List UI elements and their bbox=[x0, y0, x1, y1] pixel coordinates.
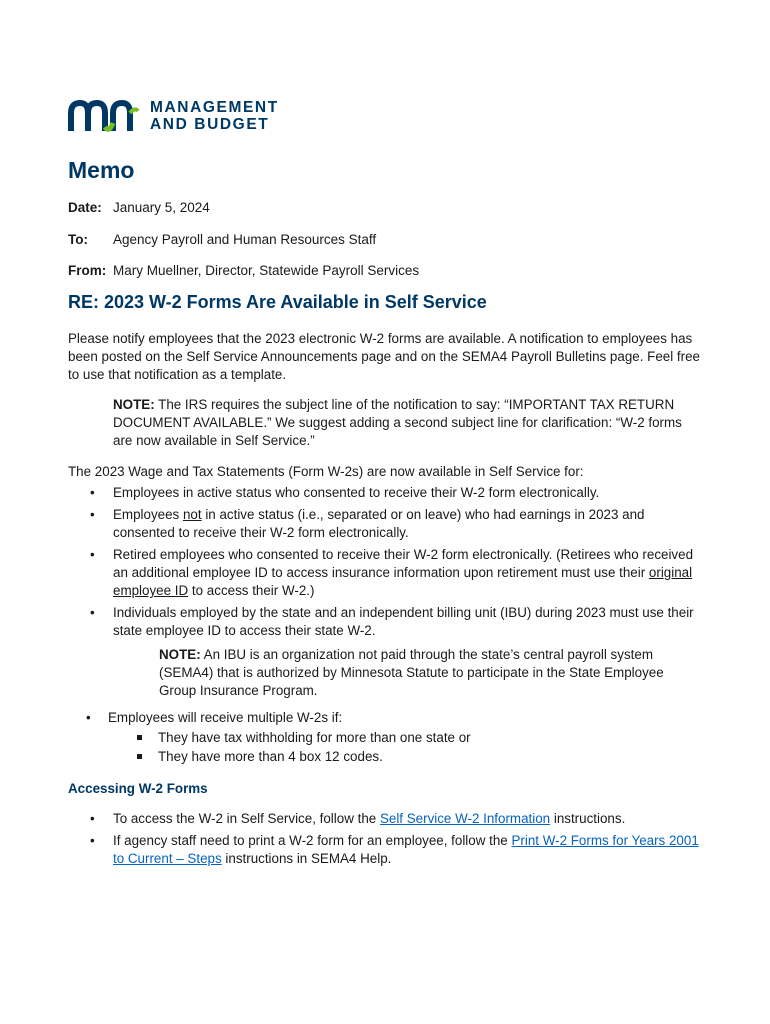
section-heading: Accessing W-2 Forms bbox=[68, 781, 208, 796]
note-label: NOTE: bbox=[159, 647, 201, 662]
list-item: • If agency staff need to print a W-2 form for an employee, follow the Print W-2 Forms for Years 2001 to Current – Steps instructions in SEMA4 Help. bbox=[90, 833, 699, 866]
intro-paragraph: Please notify employees that the 2023 electronic W-2 forms are available. A notification to employees has been posted on the Self Service Announcements page and on the SEMA4 Payroll Bulletins page. Feel free to use that notification as a template. bbox=[68, 331, 701, 382]
to-row bbox=[68, 232, 376, 247]
note-label: NOTE: bbox=[113, 397, 155, 412]
multiple-w2-sublist bbox=[137, 728, 471, 766]
re-heading: RE: 2023 W-2 Forms Are Available in Self Service bbox=[68, 292, 487, 312]
list-item: • Employees will receive multiple W-2s if: bbox=[86, 710, 343, 725]
logo-wordmark bbox=[150, 99, 279, 133]
memo-title: Memo bbox=[68, 157, 135, 183]
from-label: From: bbox=[68, 263, 107, 278]
logo-line-2: AND BUDGET bbox=[150, 116, 270, 133]
print-w2-steps-link[interactable]: Print W-2 Forms for Years 2001 to Current – Steps bbox=[113, 833, 699, 866]
note-ibu bbox=[159, 646, 694, 700]
list-item: • Employees in active status who consented to receive their W-2 form electronically. bbox=[90, 485, 600, 500]
square-bullet-icon bbox=[137, 735, 142, 740]
bullet-icon: • bbox=[90, 485, 95, 500]
availability-intro: The 2023 Wage and Tax Statements (Form W-2s) are now available in Self Service for: bbox=[68, 464, 584, 479]
bullet-icon: • bbox=[90, 547, 95, 562]
mmb-logo bbox=[68, 99, 279, 133]
list-item: They have tax withholding for more than one state or bbox=[137, 728, 471, 747]
bullet-icon: • bbox=[90, 833, 95, 848]
note-text: An IBU is an organization not paid through the state’s central payroll system (SEMA4) that is authorized by Minnesota Statute to participate in the State Employee Group Insurance Program. bbox=[159, 647, 664, 698]
from-row bbox=[68, 263, 419, 278]
access-list bbox=[68, 810, 708, 872]
list-item: • Individuals employed by the state and an independent billing unit (IBU) during 2023 must use their state employee ID to access their state W-2. bbox=[90, 605, 694, 638]
note-text: The IRS requires the subject line of the notification to say: “IMPORTANT TAX RETURN DOCUMENT AVAILABLE.” We suggest adding a second subject line for clarification: “W-2 forms are now available in Self Service.” bbox=[113, 397, 682, 448]
to-value: Agency Payroll and Human Resources Staff bbox=[113, 232, 377, 247]
date-label: Date: bbox=[68, 200, 102, 215]
bullet-icon: • bbox=[86, 710, 91, 725]
bullet-icon: • bbox=[90, 507, 95, 522]
list-item: • Employees not in active status (i.e., separated or on leave) who had earnings in 2023 and consented to receive their W-2 form electronically. bbox=[90, 507, 645, 540]
list-item: They have more than 4 box 12 codes. bbox=[137, 747, 471, 766]
eligibility-list bbox=[68, 484, 708, 644]
square-bullet-icon bbox=[137, 754, 142, 759]
from-value: Mary Muellner, Director, Statewide Payroll Services bbox=[113, 263, 420, 278]
to-label: To: bbox=[68, 232, 88, 247]
list-item: • To access the W-2 in Self Service, follow the Self Service W-2 Information instructions. bbox=[90, 811, 626, 826]
date-value: January 5, 2024 bbox=[113, 200, 210, 215]
bullet-icon: • bbox=[90, 811, 95, 826]
logo-line-1: MANAGEMENT bbox=[150, 99, 279, 116]
date-row bbox=[68, 200, 210, 215]
note-irs bbox=[113, 396, 693, 450]
mn-logo-icon bbox=[68, 99, 140, 133]
bullet-icon: • bbox=[90, 605, 95, 620]
self-service-w2-link[interactable]: Self Service W-2 Information bbox=[379, 811, 551, 826]
list-item: • Retired employees who consented to receive their W-2 form electronically. (Retirees who received an additional employee ID to access insurance information upon retirement must use their original employee ID to access their W-2.) bbox=[90, 547, 694, 598]
